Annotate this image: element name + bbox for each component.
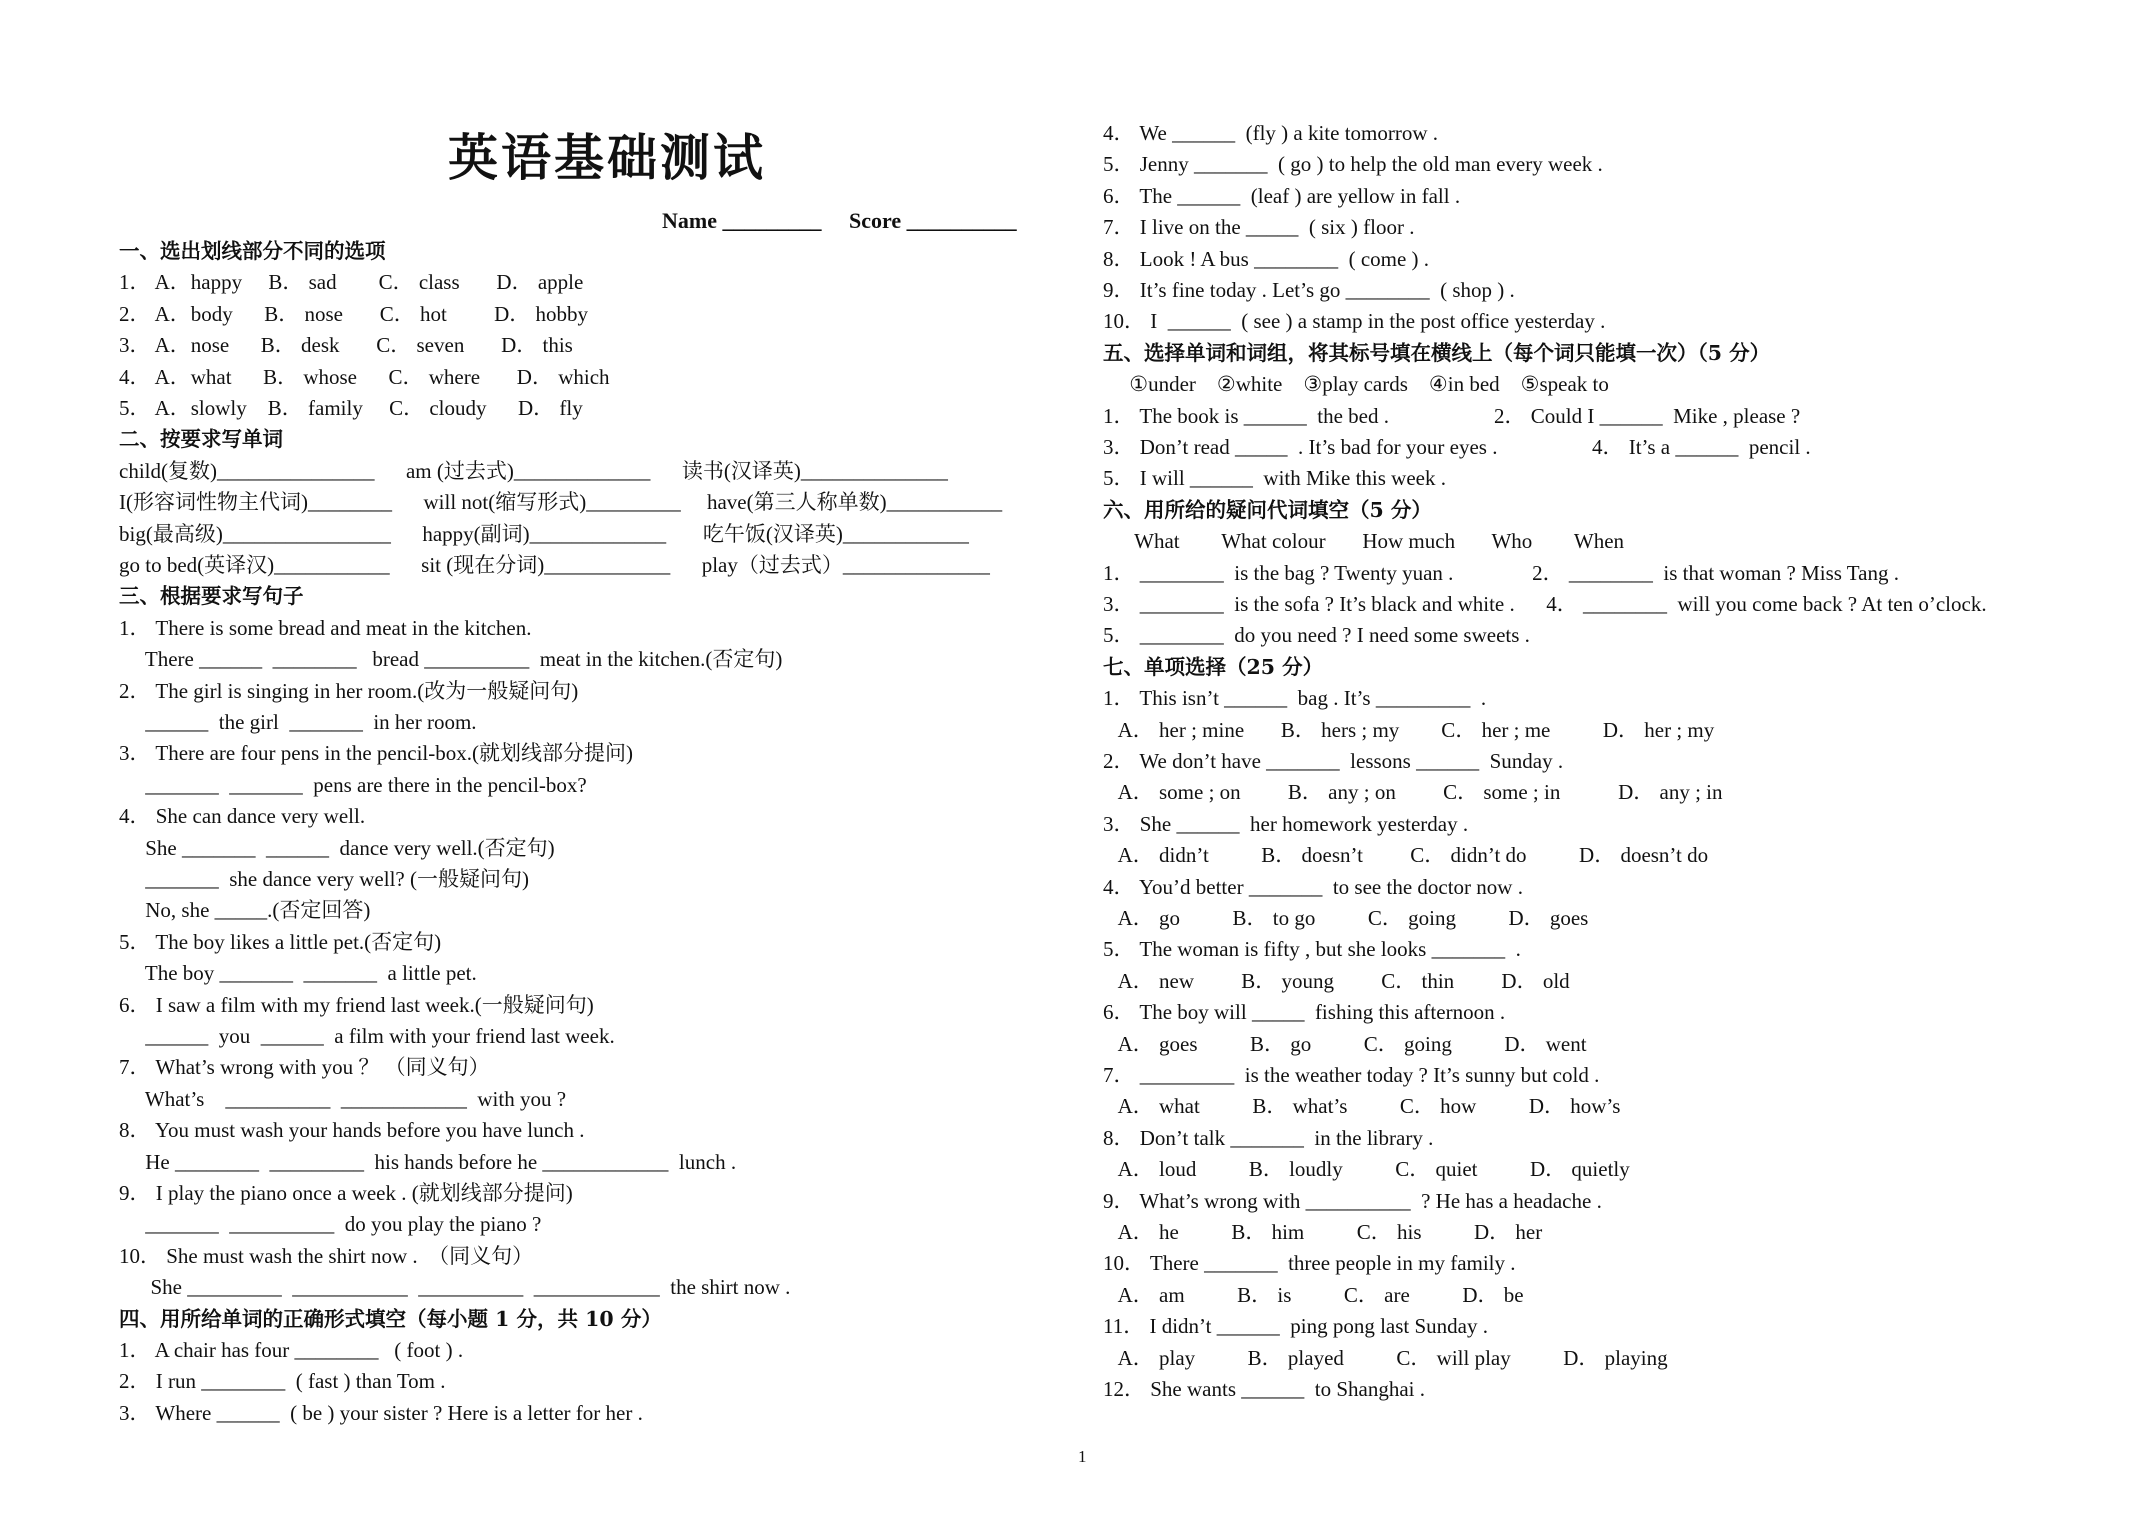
question-line: _______ she dance very well? (一般疑问句) — [119, 867, 529, 891]
question-line: 2． We don’t have _______ lessons ______ Sunday . — [1103, 749, 1564, 773]
question-line: 5． Jenny _______ ( go ) to help the old man every week . — [1103, 152, 1603, 177]
question-line: 5． ________ do you need ? I need some sweets . — [1103, 623, 1530, 648]
question-line: No, she _____.(否定回答) — [119, 898, 371, 923]
question-line: 3． Don’t read _____ . It’s bad for your eyes . 4． It’s a ______ pencil . — [1103, 435, 1811, 459]
question-line: 3． Where ______ ( be ) your sister ? Here is a letter for her . — [119, 1400, 643, 1425]
question-line: 2． A．body B． nose C． hot D． hobby — [119, 301, 589, 326]
question-line: 10． She must wash the shirt now . （同义句） — [119, 1243, 534, 1268]
question-line: 5． A．slowly B． family C． cloudy D． fly — [119, 396, 583, 420]
page-title: 英语基础测试 — [448, 128, 766, 187]
question-line: A． her ; mine B． hers ; my C． her ; me D． her ; my — [1103, 717, 1715, 742]
section-heading: 三、根据要求写句子 — [119, 584, 304, 609]
question-line: child(复数)_______________ am (过去式)_____________ 读书(汉译英)______________ — [119, 458, 948, 483]
question-line: 8． Don’t talk _______ in the library . — [1103, 1125, 1434, 1150]
question-line: ______ the girl _______ in her room. — [119, 710, 477, 734]
question-line: 5． The boy likes a little pet.(否定句) — [119, 929, 442, 954]
question-line: 4． A．what B． whose C． where D． which — [119, 364, 610, 389]
section-heading: 四、用所给单词的正确形式填空（每小题 1 分，共 10 分） — [119, 1306, 662, 1331]
section-heading: 一、选出划线部分不同的选项 — [119, 239, 386, 263]
question-line: 5． I will ______ with Mike this week . — [1103, 466, 1446, 491]
question-line: She _________ ___________ __________ ____________ the shirt now . — [119, 1275, 791, 1300]
question-line: 10． There _______ three people in my family . — [1103, 1251, 1516, 1276]
question-line: 9． What’s wrong with __________ ? He has a headache . — [1103, 1188, 1602, 1213]
question-line: A． what B． what’s C． how D． how’s — [1103, 1094, 1621, 1119]
question-line: 1． ________ is the bag ? Twenty yuan . 2． ________ is that woman ? Miss Tang . — [1103, 560, 1899, 585]
section-heading: 七、单项选择（25 分） — [1103, 654, 1324, 679]
question-line: A． didn’t B． doesn’t C． didn’t do D． doesn’t do — [1103, 843, 1709, 868]
question-line: A． play B． played C． will play D． playing — [1103, 1345, 1668, 1370]
question-line: 10． I ______ ( see ) a stamp in the post office yesterday . — [1103, 309, 1606, 334]
question-line: 7． _________ is the weather today ? It’s sunny but cold . — [1103, 1063, 1600, 1087]
question-line: 7． What’s wrong with you ？ （同义句） — [119, 1055, 490, 1080]
question-line: go to bed(英译汉)___________ sit (现在分词)____________ play（过去式）______________ — [119, 553, 990, 577]
question-line: A． goes B． go C． going D． went — [1103, 1031, 1587, 1056]
page-number: 1 — [1078, 1447, 1087, 1466]
question-line: 3． ________ is the sofa ? It’s black and white . 4． ________ will you come back ? At ten o’clock. — [1103, 592, 1987, 616]
question-line: 3． There are four pens in the pencil-box.(就划线部分提问) — [119, 741, 633, 766]
question-line: 3． A．nose B． desk C． seven D． this — [119, 333, 573, 358]
question-line: The boy _______ _______ a little pet. — [119, 961, 477, 986]
question-line: 11． I didn’t ______ ping pong last Sunday . — [1103, 1314, 1488, 1339]
section-heading: 二、按要求写单词 — [119, 427, 283, 452]
question-line: 5． The woman is fifty , but she looks _______ . — [1103, 937, 1521, 962]
question-line: big(最高级)________________ happy(副词)_____________ 吃午饭(汉译英)____________ — [119, 521, 969, 546]
question-line: 3． She ______ her homework yesterday . — [1103, 811, 1469, 836]
question-line: A． go B． to go C． going D． goes — [1103, 906, 1589, 930]
question-line: A． he B． him C． his D． her — [1103, 1220, 1543, 1244]
question-line: 8． Look ! A bus ________ ( come ) . — [1103, 246, 1430, 271]
question-line: 2． The girl is singing in her room.(改为一般疑问句) — [119, 678, 579, 703]
question-line: A． some ; on B． any ; on C． some ; in D． any ; in — [1103, 780, 1723, 805]
question-line: 4． She can dance very well. — [119, 804, 366, 829]
question-line: 4． We ______ (fly ) a kite tomorrow . — [1103, 121, 1439, 145]
question-line: 1． There is some bread and meat in the kitchen. — [119, 615, 532, 640]
question-line: What What colour How much Who When — [1103, 529, 1625, 554]
question-line: 4． You’d better _______ to see the doctor now . — [1103, 874, 1523, 899]
question-line: _______ _______ pens are there in the pencil-box? — [119, 772, 587, 797]
question-line: 1． This isn’t ______ bag . It’s _________ . — [1103, 686, 1487, 711]
question-line: 9． I play the piano once a week . (就划线部分提问) — [119, 1181, 573, 1205]
question-line: ______ you ______ a film with your friend last week. — [119, 1024, 615, 1048]
question-line: 7． I live on the _____ ( six ) floor . — [1103, 215, 1415, 240]
section-heading: 六、用所给的疑问代词填空（5 分） — [1103, 497, 1432, 522]
question-line: 9． It’s fine today . Let’s go ________ ( shop ) . — [1103, 278, 1515, 302]
question-line: _______ __________ do you play the piano ? — [119, 1212, 542, 1237]
question-line: 2． I run ________ ( fast ) than Tom . — [119, 1369, 446, 1394]
question-line: He ________ _________ his hands before he ____________ lunch . — [119, 1149, 737, 1174]
section-heading: 五、选择单词和词组，将其标号填在横线上（每个词只能填一次）（5 分） — [1103, 340, 1771, 365]
question-line: 12． She wants ______ to Shanghai . — [1103, 1377, 1425, 1401]
question-line: 1． A．happy B． sad C． class D． apple — [119, 270, 584, 295]
name-score-line: Name _________ Score __________ — [662, 208, 1017, 233]
question-line: 1． The book is ______ the bed . 2． Could I ______ Mike , please ? — [1103, 403, 1801, 428]
question-line: I(形容词性物主代词)________ will not(缩写形式)_________ have(第三人称单数)___________ — [119, 490, 1003, 515]
question-line: A． new B． young C． thin D． old — [1103, 968, 1570, 993]
question-line: ①under ②white ③play cards ④in bed ⑤speak to — [1103, 372, 1609, 397]
question-line: 8． You must wash your hands before you have lunch . — [119, 1118, 585, 1143]
question-line: A． loud B． loudly C． quiet D． quietly — [1103, 1157, 1630, 1182]
question-line: There ______ ________ bread __________ meat in the kitchen.(否定句) — [119, 647, 783, 672]
question-line: She _______ ______ dance very well.(否定句) — [119, 835, 555, 860]
question-line: What’s __________ ____________ with you ? — [119, 1086, 567, 1111]
question-line: A． am B． is C． are D． be — [1103, 1282, 1524, 1307]
question-line: 6． The ______ (leaf ) are yellow in fall . — [1103, 183, 1461, 208]
question-line: 6． I saw a film with my friend last week.(一般疑问句) — [119, 992, 594, 1017]
question-line: 1． A chair has four ________ ( foot ) . — [119, 1338, 464, 1362]
question-line: 6． The boy will _____ fishing this afternoon . — [1103, 1000, 1506, 1025]
